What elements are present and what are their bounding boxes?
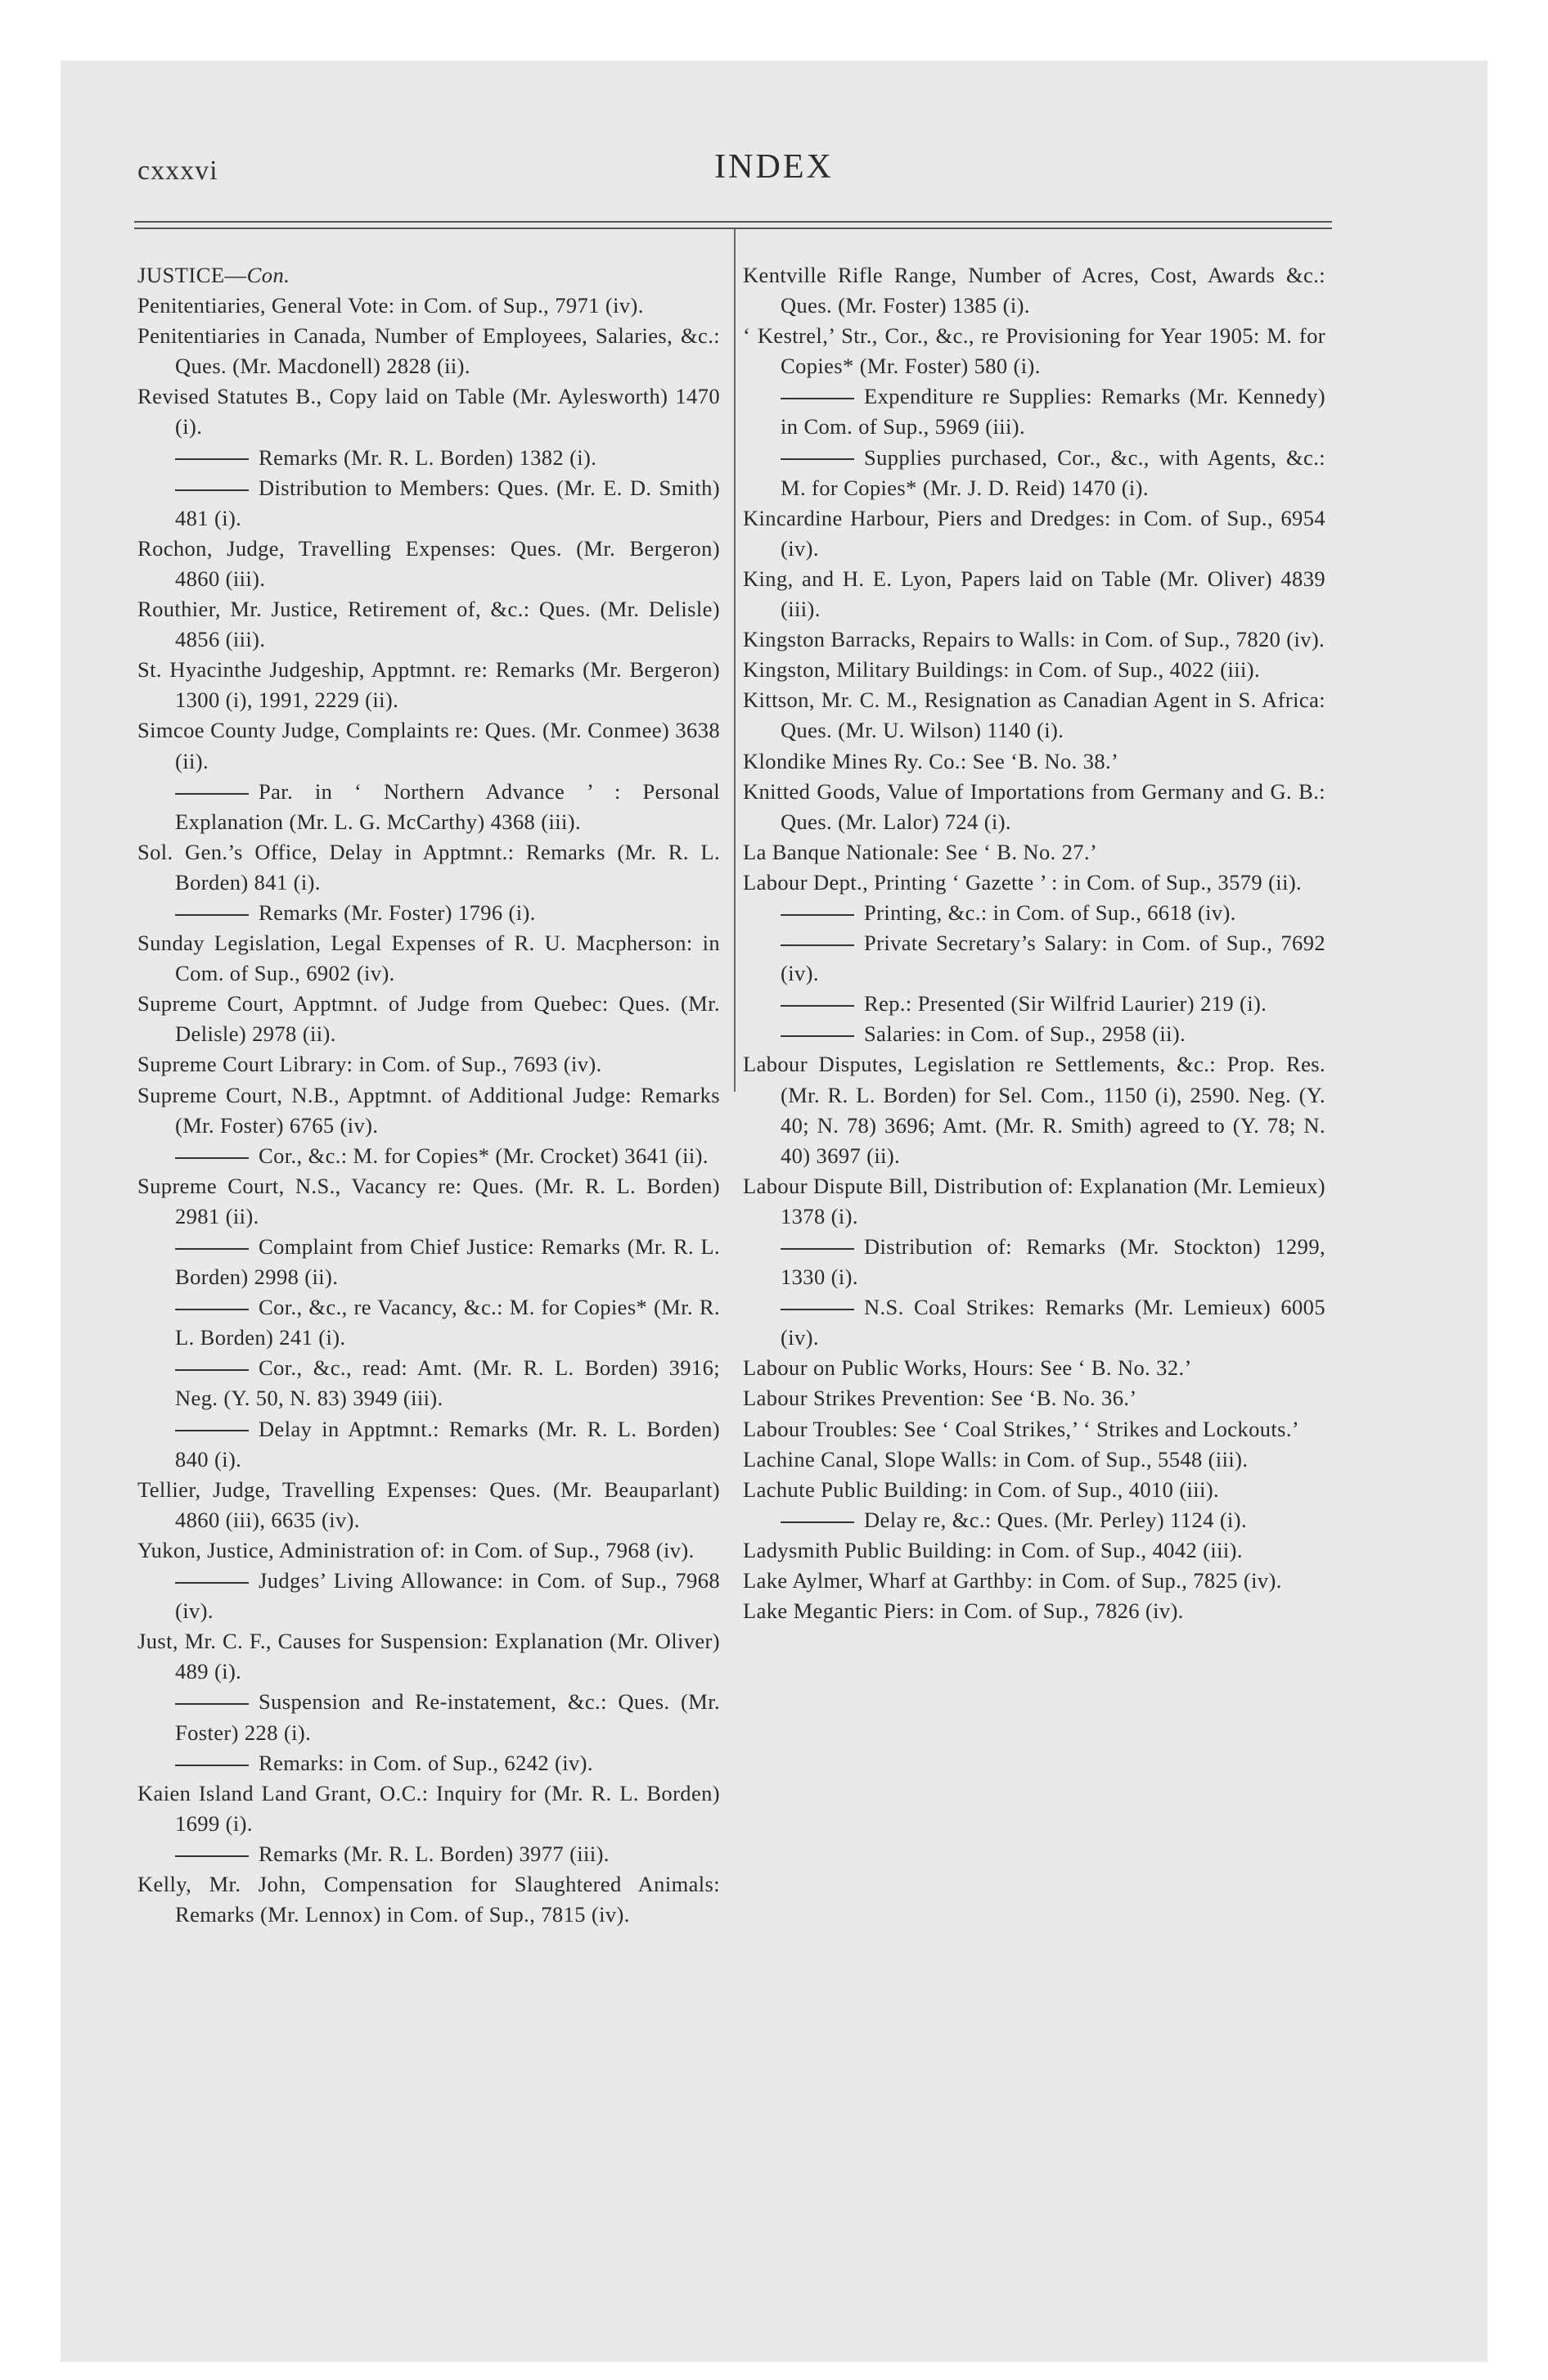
entry-text: Ladysmith Public Building: in Com. of Sup., 4042 (iii). (743, 1537, 1243, 1562)
index-entry (137, 1626, 720, 1687)
index-entry (137, 1869, 720, 1930)
ditto-dash (175, 1703, 249, 1705)
index-subentry (137, 1292, 720, 1353)
index-entry (137, 594, 720, 655)
index-entry (743, 837, 1325, 868)
entry-text: Rep.: Presented (Sir Wilfrid Laurier) 219 (i). (864, 991, 1267, 1016)
index-subentry (137, 473, 720, 534)
section-heading: JUSTICE—Con. (137, 263, 290, 287)
index-subentry (137, 1232, 720, 1292)
page-title: INDEX (714, 148, 834, 186)
entry-text: Lachute Public Building: in Com. of Sup., 4010 (iii). (743, 1476, 1220, 1502)
entry-text: Labour on Public Works, Hours: See ‘ B. No. 32.’ (743, 1355, 1192, 1381)
index-subentry (137, 1353, 720, 1413)
entry-text: Cor., &c., read: Amt. (Mr. R. L. Borden) 3916; Neg. (Y. 50, N. 83) 3949 (iii). (175, 1355, 720, 1411)
entry-text: Kingston, Military Buildings: in Com. of Sup., 4022 (iii). (743, 657, 1260, 683)
entry-text: Revised Statutes B., Copy laid on Table (Mr. Aylesworth) 1470 (i). (137, 384, 720, 439)
index-subentry (743, 898, 1325, 928)
right-column (743, 260, 1325, 1626)
entry-text: Complaint from Chief Justice: Remarks (Mr. R. L. Borden) 2998 (ii). (175, 1234, 720, 1290)
ditto-dash (781, 398, 854, 399)
index-subentry (743, 1505, 1325, 1535)
index-entry (743, 260, 1325, 321)
index-subentry (137, 1566, 720, 1626)
entry-text: ‘ Kestrel,’ Str., Cor., &c., re Provisioning for Year 1905: M. for Copies* (Mr. Foster) 580 (i). (743, 323, 1325, 379)
entry-text: Judges’ Living Allowance: in Com. of Sup., 7968 (iv). (175, 1568, 720, 1624)
entry-text: Rochon, Judge, Travelling Expenses: Ques. (Mr. Bergeron) 4860 (iii). (137, 535, 720, 591)
index-subentry (137, 1141, 720, 1171)
entry-text: La Banque Nationale: See ‘ B. No. 27.’ (743, 839, 1098, 864)
index-entry (137, 715, 720, 776)
ditto-dash (175, 1430, 249, 1431)
index-entry (743, 1566, 1325, 1596)
index-entry (743, 1596, 1325, 1626)
index-entry (137, 989, 720, 1049)
entry-text: Distribution to Members: Ques. (Mr. E. D. Smith) 481 (i). (175, 475, 720, 530)
entry-text: King, and H. E. Lyon, Papers laid on Table (Mr. Oliver) 4839 (iii). (743, 566, 1325, 622)
entry-text: Supreme Court Library: in Com. of Sup., 7693 (iv). (137, 1052, 602, 1077)
entry-text: Just, Mr. C. F., Causes for Suspension: Explanation (Mr. Oliver) 489 (i). (137, 1629, 720, 1684)
index-entry (137, 655, 720, 715)
header-rule-left-top (134, 221, 735, 223)
index-entry (743, 321, 1325, 381)
index-subentry (137, 898, 720, 928)
entry-text: Routhier, Mr. Justice, Retirement of, &c.: Ques. (Mr. Delisle) 4856 (iii). (137, 597, 720, 652)
index-entry (743, 777, 1325, 837)
entry-text: Kentville Rifle Range, Number of Acres, Cost, Awards &c.: Ques. (Mr. Foster) 1385 (i). (743, 263, 1325, 318)
entry-text: Remarks (Mr. R. L. Borden) 3977 (iii). (259, 1841, 610, 1866)
index-subentry (743, 1292, 1325, 1353)
entry-text: Lake Aylmer, Wharf at Garthby: in Com. of Sup., 7825 (iv). (743, 1568, 1282, 1593)
entry-text: Labour Strikes Prevention: See ‘B. No. 36.’ (743, 1386, 1137, 1411)
ditto-dash (175, 489, 249, 491)
ditto-dash (175, 914, 249, 916)
ditto-dash (781, 944, 854, 946)
entry-text: Penitentiaries in Canada, Number of Employees, Salaries, &c.: Ques. (Mr. Macdonell) 2828 (ii). (137, 323, 720, 379)
index-entry (743, 503, 1325, 564)
index-entry (743, 1535, 1325, 1566)
index-entry (743, 655, 1325, 685)
index-subentry (743, 1019, 1325, 1049)
entry-text: N.S. Coal Strikes: Remarks (Mr. Lemieux) 6005 (iv). (781, 1295, 1325, 1350)
index-entry (743, 564, 1325, 624)
ditto-dash (781, 1309, 854, 1310)
entry-text: Lake Megantic Piers: in Com. of Sup., 7826 (iv). (743, 1598, 1184, 1624)
entry-text: Labour Dispute Bill, Distribution of: Explanation (Mr. Lemieux) 1378 (i). (743, 1173, 1325, 1228)
index-entry (137, 1049, 720, 1080)
index-subentry (137, 443, 720, 473)
entry-text: Supreme Court, N.S., Vacancy re: Ques. (Mr. R. L. Borden) 2981 (ii). (137, 1173, 720, 1228)
entry-text: Kingston Barracks, Repairs to Walls: in Com. of Sup., 7820 (iv). (743, 627, 1325, 652)
entry-text: Simcoe County Judge, Complaints re: Ques. (Mr. Conmee) 3638 (ii). (137, 718, 720, 773)
entry-text: Delay re, &c.: Ques. (Mr. Perley) 1124 (i). (864, 1507, 1248, 1532)
index-entry (137, 321, 720, 381)
ditto-dash (175, 1855, 249, 1857)
entry-text: Sol. Gen.’s Office, Delay in Apptmnt.: Remarks (Mr. R. L. Borden) 841 (i). (137, 839, 720, 895)
entry-text: Supreme Court, N.B., Apptmnt. of Additional Judge: Remarks (Mr. Foster) 6765 (iv). (137, 1082, 720, 1138)
index-entry (137, 1080, 720, 1141)
entry-text: Penitentiaries, General Vote: in Com. of Sup., 7971 (iv). (137, 293, 644, 318)
index-subentry (137, 1414, 720, 1475)
index-entry (137, 1535, 720, 1566)
index-entry (137, 928, 720, 989)
entry-text: Knitted Goods, Value of Importations from Germany and G. B.: Ques. (Mr. Lalor) 724 (i). (743, 778, 1325, 834)
index-subentry (137, 777, 720, 837)
header-rule-left-bottom (134, 228, 735, 229)
ditto-dash (175, 793, 249, 795)
entry-text: Labour Dept., Printing ‘ Gazette ’ : in Com. of Sup., 3579 (ii). (743, 869, 1303, 895)
ditto-dash (781, 914, 854, 916)
index-entry (137, 1475, 720, 1535)
ditto-dash (175, 1369, 249, 1371)
index-subentry (743, 928, 1325, 989)
ditto-dash (781, 1005, 854, 1007)
right-entries (743, 260, 1325, 1626)
ditto-dash (781, 458, 854, 460)
entry-text: Kelly, Mr. John, Compensation for Slaughtered Animals: Remarks (Mr. Lennox) in Com. of Sup., 7815 (iv). (137, 1871, 720, 1927)
entry-text: Suspension and Re-instatement, &c.: Ques. (Mr. Foster) 228 (i). (175, 1689, 720, 1745)
entry-text: Private Secretary’s Salary: in Com. of Sup., 7692 (iv). (781, 931, 1325, 986)
ditto-dash (175, 1765, 249, 1766)
index-entry (743, 1353, 1325, 1383)
index-entry (743, 1383, 1325, 1413)
entry-text: Sunday Legislation, Legal Expenses of R. U. Macpherson: in Com. of Sup., 6902 (iv). (137, 931, 720, 986)
ditto-dash (781, 1035, 854, 1037)
index-entry (743, 868, 1325, 898)
ditto-dash (175, 1582, 249, 1584)
index-subentry (137, 1839, 720, 1869)
entry-text: Kittson, Mr. C. M., Resignation as Canadian Agent in S. Africa: Ques. (Mr. U. Wilson) 1140 (i). (743, 687, 1325, 743)
index-subentry (743, 443, 1325, 503)
index-entry (743, 1475, 1325, 1505)
left-entries (137, 291, 720, 1930)
index-subentry (743, 1232, 1325, 1292)
entry-text: Delay in Apptmnt.: Remarks (Mr. R. L. Borden) 840 (i). (175, 1416, 720, 1472)
index-entry (137, 291, 720, 321)
index-subentry (137, 1687, 720, 1747)
entry-text: Tellier, Judge, Travelling Expenses: Ques. (Mr. Beauparlant) 4860 (iii), 6635 (iv). (137, 1476, 720, 1532)
ditto-dash (781, 1521, 854, 1523)
index-subentry (743, 381, 1325, 442)
entry-text: Klondike Mines Ry. Co.: See ‘B. No. 38.’ (743, 748, 1119, 773)
entry-text: Remarks: in Com. of Sup., 6242 (iv). (259, 1750, 593, 1775)
entry-text: St. Hyacinthe Judgeship, Apptmnt. re: Remarks (Mr. Bergeron) 1300 (i), 1991, 2229 (ii). (137, 657, 720, 713)
entry-text: Cor., &c.: M. for Copies* (Mr. Crocket) 3641 (ii). (259, 1143, 709, 1168)
index-entry (137, 1778, 720, 1839)
ditto-dash (175, 1157, 249, 1159)
entry-text: Distribution of: Remarks (Mr. Stockton) 1299, 1330 (i). (781, 1234, 1325, 1290)
index-entry (743, 1049, 1325, 1170)
header-rule-right-bottom (735, 228, 1332, 229)
index-entry (743, 685, 1325, 746)
index-subentry (137, 1748, 720, 1778)
entry-text: Supreme Court, Apptmnt. of Judge from Quebec: Ques. (Mr. Delisle) 2978 (ii). (137, 991, 720, 1047)
entry-text: Cor., &c., re Vacancy, &c.: M. for Copies* (Mr. R. L. Borden) 241 (i). (175, 1295, 720, 1350)
entry-text: Lachine Canal, Slope Walls: in Com. of Sup., 5548 (iii). (743, 1446, 1249, 1472)
left-column (137, 260, 720, 1930)
index-entry (743, 1445, 1325, 1475)
entry-text: Kincardine Harbour, Piers and Dredges: in Com. of Sup., 6954 (iv). (743, 505, 1325, 561)
index-entry (743, 624, 1325, 655)
entry-text: Supplies purchased, Cor., &c., with Agents, &c.: M. for Copies* (Mr. J. D. Reid) 1470 (i). (781, 444, 1325, 500)
page-number: cxxxvi (137, 156, 218, 186)
header-rule-right-top (735, 221, 1332, 223)
entry-text: Par. in ‘ Northern Advance ’ : Personal Explanation (Mr. L. G. McCarthy) 4368 (iii). (175, 778, 720, 834)
entry-text: Remarks (Mr. R. L. Borden) 1382 (i). (259, 444, 597, 470)
entry-text: Remarks (Mr. Foster) 1796 (i). (259, 899, 536, 925)
entry-text: Yukon, Justice, Administration of: in Com. of Sup., 7968 (iv). (137, 1537, 695, 1562)
ditto-dash (175, 1248, 249, 1250)
index-subentry (743, 989, 1325, 1019)
entry-text: Expenditure re Supplies: Remarks (Mr. Kennedy) in Com. of Sup., 5969 (iii). (781, 384, 1325, 439)
index-entry (137, 1171, 720, 1232)
entry-text: Printing, &c.: in Com. of Sup., 6618 (iv). (864, 899, 1236, 925)
index-entry (743, 746, 1325, 777)
index-entry (137, 534, 720, 594)
ditto-dash (781, 1248, 854, 1250)
ditto-dash (175, 458, 249, 460)
index-entry (743, 1414, 1325, 1445)
entry-text: Labour Troubles: See ‘ Coal Strikes,’ ‘ Strikes and Lockouts.’ (743, 1416, 1300, 1441)
entry-text: Kaien Island Land Grant, O.C.: Inquiry for (Mr. R. L. Borden) 1699 (i). (137, 1780, 720, 1836)
column-separator (734, 229, 736, 1092)
ditto-dash (175, 1309, 249, 1310)
index-entry (137, 837, 720, 898)
index-entry (743, 1171, 1325, 1232)
index-entry (137, 381, 720, 442)
entry-text: Labour Disputes, Legislation re Settlements, &c.: Prop. Res. (Mr. R. L. Borden) for Sel. Com., 1150 (i), 2590. Neg. (Y. 40; N. 78) 3696; Amt. (Mr. R. Smith) agreed to (Y. 78; N. 40) 3697 (ii). (743, 1052, 1325, 1168)
entry-text: Salaries: in Com. of Sup., 2958 (ii). (864, 1021, 1186, 1047)
